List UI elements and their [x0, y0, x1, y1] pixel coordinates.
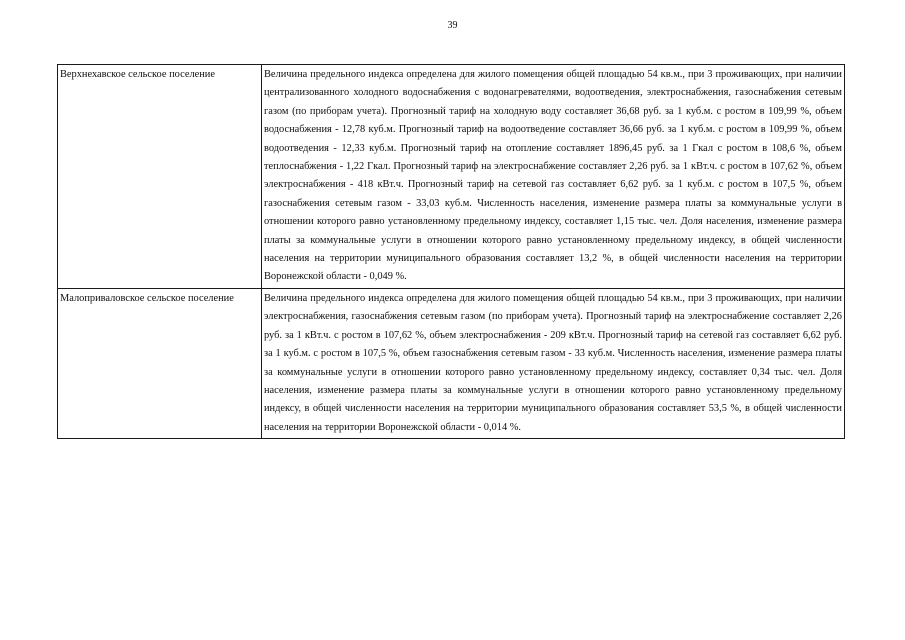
settlement-description: Величина предельного индекса определена для жилого помещения общей площадью 54 кв.м., при 3 проживающих, при наличии централизованного холодного водоснабжения с водонагревателями, водоотведения, электроснабжения, газоснабжения сетевым газом (по приборам учета). Прогнозный тариф на холодную воду составляет 36,68 руб. за 1 куб.м. с ростом в 109,99 %, объем водоснабжения - 12,78 куб.м. Прогнозный тариф на водоотведение составляет 36,66 руб. за 1 куб.м. с ростом в 109,99 %, объем водоотведения - 12,33 куб.м. Прогнозный тариф на отопление составляет 1896,45 руб. за 1 Гкал с ростом в 108,6 %, объем теплоснабжения - 1,22 Гкал. Прогнозный тариф на электроснабжение составляет 2,26 руб. за 1 кВт.ч. с ростом в 107,62 %, объем электроснабжения - 418 кВт.ч. Прогнозный тариф на сетевой газ составляет 6,62 руб. за 1 куб.м. с ростом в 107,5 %, объем газоснабжения сетевым газом - 33,03 куб.м. Численность населения, изменение размера платы за коммунальные услуги в отношении которого равно установленному предельному индексу, составляет 1,15 тыс. чел. Доля населения, изменение размера платы за коммунальные услуги в отношении которого равно установленному предельному индексу, в общей численности населения на территории муниципального образования составляет 13,2 %, в общей численности населения на территории Воронежской области - 0,049 %.: [262, 65, 845, 289]
table-row: [58, 288, 845, 438]
settlement-name: Малоприваловское сельское поселение: [58, 288, 262, 438]
settlements-table: [57, 64, 845, 439]
page-number: 39: [447, 20, 458, 31]
table-row: [58, 65, 845, 289]
settlement-name: Верхнехавское сельское поселение: [58, 65, 262, 289]
settlement-description: Величина предельного индекса определена для жилого помещения общей площадью 54 кв.м., при 3 проживающих, при наличии электроснабжения, газоснабжения сетевым газом (по приборам учета). Прогнозный тариф на электроснабжение составляет 2,26 руб. за 1 кВт.ч. с ростом в 107,62 %, объем электроснабжения - 209 кВт.ч. Прогнозный тариф на сетевой газ составляет 6,62 руб. за 1 куб.м. с ростом в 107,5 %, объем газоснабжения сетевым газом - 33 куб.м. Численность населения, изменение размера платы за коммунальные услуги в отношении которого равно установленному предельному индексу, составляет 0,34 тыс. чел. Доля населения, изменение размера платы за коммунальные услуги в отношении которого равно установленному предельному индексу, в общей численности населения на территории муниципального образования составляет 53,5 %, в общей численности населения на территории Воронежской области - 0,014 %.: [262, 288, 845, 438]
